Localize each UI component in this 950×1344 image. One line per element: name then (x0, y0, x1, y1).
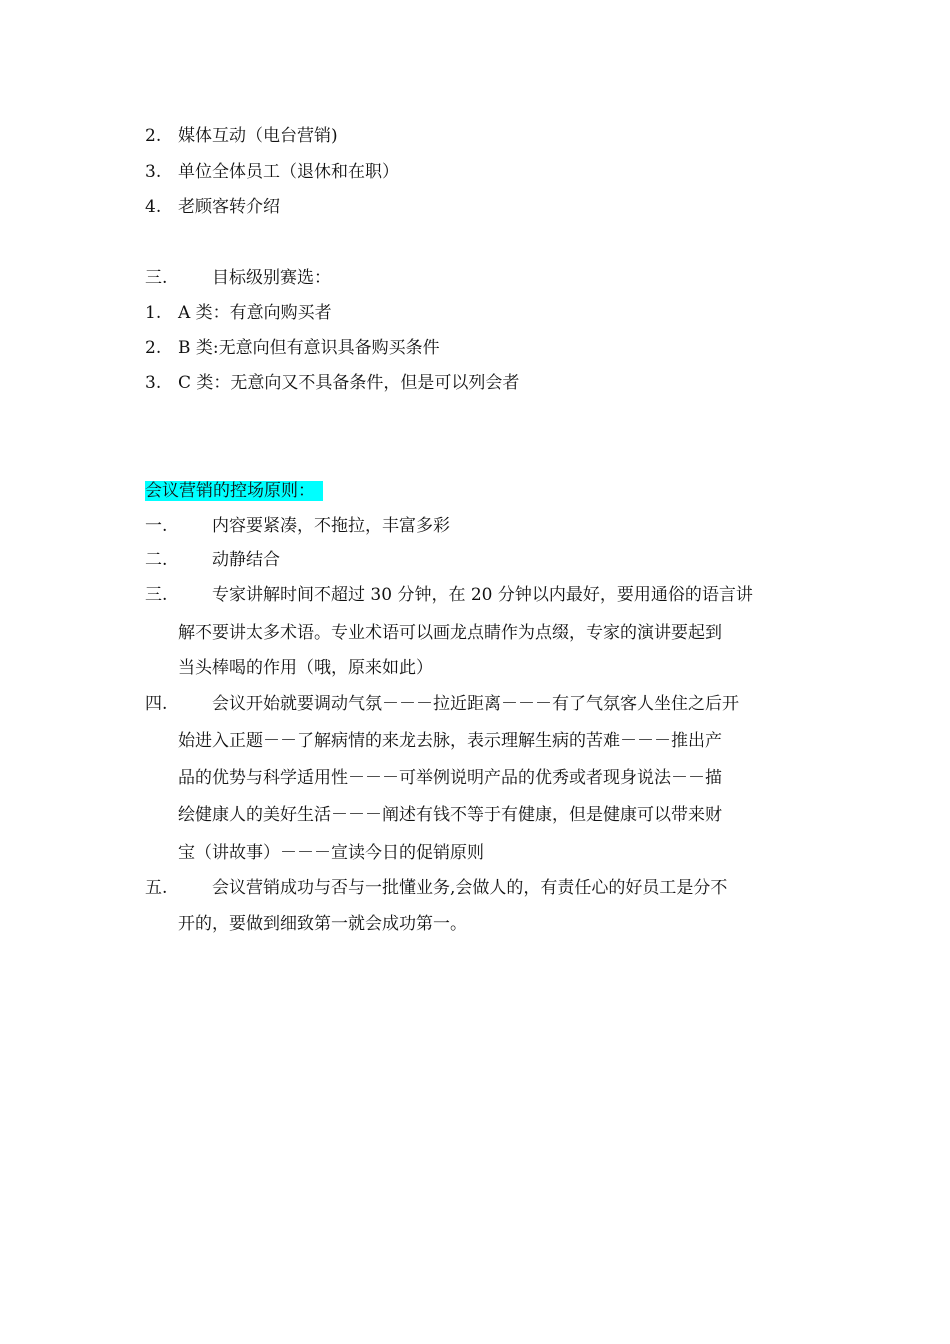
list-number: 3. (145, 162, 162, 182)
principle-text: 会议营销成功与否与一批懂业务,会做人的，有责任心的好员工是分不 (212, 878, 728, 898)
highlighted-heading (145, 480, 323, 502)
list-item (145, 372, 519, 394)
list-number: 3. (145, 373, 162, 393)
list-text: 媒体互动（电台营销) (178, 126, 338, 146)
list-number: 2. (145, 338, 162, 358)
principle-number: 二. (145, 550, 168, 570)
principle-text-continued: 绘健康人的美好生活－－－阐述有钱不等于有健康，但是健康可以带来财 (178, 805, 722, 825)
principle-text: 内容要紧凑，不拖拉，丰富多彩 (212, 516, 450, 536)
list-text: 单位全体员工（退休和在职） (178, 162, 399, 182)
principle-number: 五. (145, 878, 168, 898)
principle-number: 一. (145, 516, 168, 536)
principle-text-continued: 开的，要做到细致第一就会成功第一。 (178, 914, 467, 934)
list-number: 2. (145, 126, 162, 146)
principle-number: 四. (145, 694, 168, 714)
section-number: 三. (145, 268, 168, 288)
list-item (145, 302, 332, 324)
principle-item (145, 584, 753, 606)
principle-text: 专家讲解时间不超过 30 分钟，在 20 分钟以内最好，要用通俗的语言讲 (212, 585, 753, 605)
principle-text-continued: 品的优势与科学适用性－－－可举例说明产品的优秀或者现身说法－－描 (178, 768, 722, 788)
principle-text-continued: 宝（讲故事）－－－宣读今日的促销原则 (178, 843, 484, 863)
principle-number: 三. (145, 585, 168, 605)
list-item (145, 125, 338, 147)
list-text: A 类：有意向购买者 (178, 303, 332, 323)
principle-text: 动静结合 (212, 550, 280, 570)
section-title: 目标级别赛选： (212, 268, 331, 288)
principle-item (145, 549, 280, 571)
list-number: 4. (145, 197, 162, 217)
list-item (145, 196, 280, 218)
list-item (145, 337, 440, 359)
principle-text-continued: 当头棒喝的作用（哦，原来如此） (178, 658, 433, 678)
heading-text: 会议营销的控场原则： (145, 481, 323, 501)
section-heading (145, 267, 331, 289)
principle-item (145, 693, 739, 715)
list-text: C 类：无意向又不具备条件，但是可以列会者 (178, 373, 520, 393)
principle-text-continued: 始进入正题－－了解病情的来龙去脉，表示理解生病的苦难－－－推出产 (178, 731, 722, 751)
list-number: 1. (145, 303, 162, 323)
list-item (145, 161, 399, 183)
list-text: B 类:无意向但有意识具备购买条件 (178, 338, 440, 358)
principle-item (145, 515, 450, 537)
principle-text: 会议开始就要调动气氛－－－拉近距离－－－有了气氛客人坐住之后开 (212, 694, 739, 714)
list-text: 老顾客转介绍 (178, 197, 280, 217)
principle-text-continued: 解不要讲太多术语。专业术语可以画龙点睛作为点缀，专家的演讲要起到 (178, 623, 722, 643)
principle-item (145, 877, 727, 899)
